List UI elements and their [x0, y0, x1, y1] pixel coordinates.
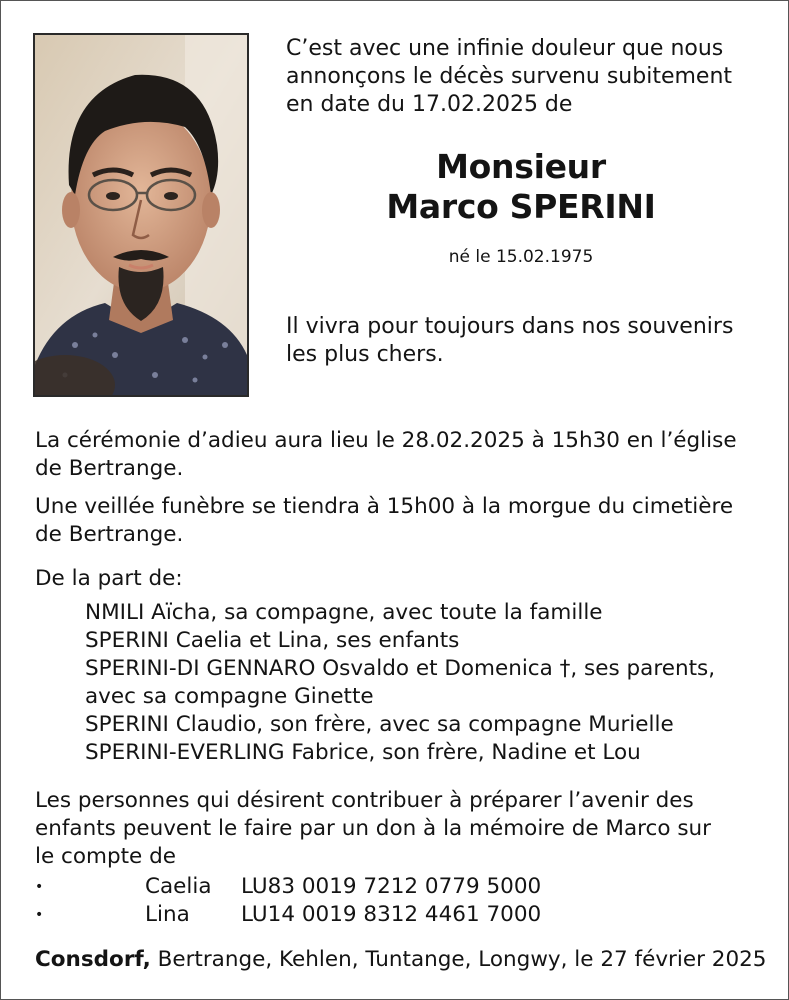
donation-line-1: Les personnes qui désirent contribuer à préparer l’avenir des [35, 788, 694, 813]
intro-line-1: C’est avec une infinie douleur que nous [286, 36, 724, 61]
portrait-illustration [35, 35, 247, 395]
vigil-line-1: Une veillée funèbre se tiendra à 15h00 à la morgue du cimetière [35, 494, 734, 519]
birth-date: né le 15.02.1975 [448, 247, 594, 267]
donation-paragraph [35, 787, 765, 871]
closing-place-bold: Consdorf, [35, 947, 151, 972]
bank-account-row [35, 873, 735, 901]
bullet-icon: • [35, 907, 44, 923]
ceremony-paragraph [35, 427, 765, 483]
family-member: SPERINI Claudio, son frère, avec sa compagne Murielle [85, 712, 674, 737]
donation-line-2: enfants peuvent le faire par un don à la mémoire de Marco sur [35, 816, 712, 841]
intro-paragraph [286, 35, 766, 119]
family-member: avec sa compagne Ginette [85, 684, 374, 709]
account-iban: LU14 0019 8312 4461 7000 [241, 902, 542, 927]
closing-places-date: Bertrange, Kehlen, Tuntange, Longwy, le 27 février 2025 [150, 947, 767, 972]
family-member: NMILI Aïcha, sa compagne, avec toute la famille [85, 600, 603, 625]
memory-line-1: Il vivra pour toujours dans nos souvenirs [286, 314, 734, 339]
account-holder: Caelia [145, 874, 212, 899]
family-member: SPERINI Caelia et Lina, ses enfants [85, 628, 460, 653]
bullet-icon: • [35, 879, 44, 895]
family-list [85, 599, 775, 767]
family-member: SPERINI-EVERLING Fabrice, son frère, Nadine et Lou [85, 740, 641, 765]
deceased-name-block [286, 147, 756, 227]
account-iban: LU83 0019 7212 0779 5000 [241, 874, 542, 899]
vigil-line-2: de Bertrange. [35, 522, 184, 547]
account-holder: Lina [145, 902, 190, 927]
ceremony-line-2: de Bertrange. [35, 456, 184, 481]
vigil-paragraph [35, 493, 765, 549]
memory-line-2: les plus chers. [286, 342, 444, 367]
from-label: De la part de: [35, 566, 183, 591]
memory-paragraph [286, 313, 766, 369]
portrait-photo [33, 33, 249, 397]
intro-line-3: en date du 17.02.2025 de [286, 92, 573, 117]
bank-account-row [35, 901, 735, 929]
honorific-title: Monsieur [436, 147, 606, 186]
intro-line-2: annonçons le décès survenu subitement [286, 64, 733, 89]
closing-line [35, 946, 775, 974]
deceased-name: Marco SPERINI [386, 187, 656, 226]
ceremony-line-1: La cérémonie d’adieu aura lieu le 28.02.2025 à 15h30 en l’église [35, 428, 737, 453]
family-member: SPERINI-DI GENNARO Osvaldo et Domenica †, ses parents, [85, 656, 716, 681]
donation-line-3: le compte de [35, 844, 176, 869]
